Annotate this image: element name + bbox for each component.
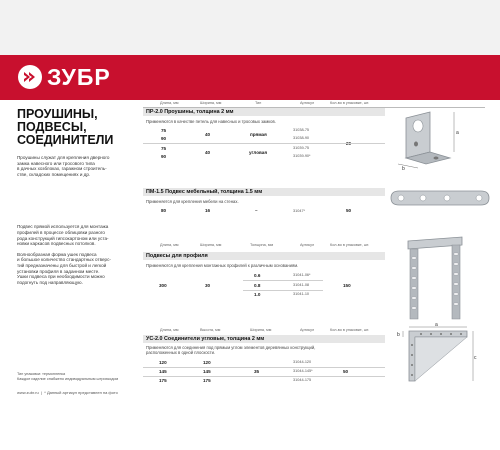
cell-thickness: 0.8 — [254, 283, 261, 288]
intro-paragraph-3 — [17, 252, 130, 286]
cell-width: 30 — [205, 283, 211, 288]
section-desc: Применяются в качестве петель для навесных и тросовых замков. — [146, 119, 276, 124]
dim-b-label: b — [397, 332, 400, 338]
cell-length: 90 — [161, 136, 167, 141]
col-header-article: Артикул — [300, 328, 315, 332]
text-line: стве, складских помещениях и др. — [17, 171, 91, 177]
packaging-note: Тип упаковки: термопленка — [17, 372, 66, 376]
cell-width: 40 — [205, 150, 211, 155]
title-line: СОЕДИНИТЕЛИ — [17, 133, 114, 147]
site-link[interactable]: www.zubr.ru — [17, 390, 39, 395]
text-line: в дачных хозблоках, гаражном строитель- — [17, 166, 107, 172]
cell-qty: 50 — [346, 208, 352, 213]
cell-length: 300 — [159, 283, 167, 288]
cell-length: 75 — [161, 146, 167, 151]
cell-length: 80 — [161, 208, 167, 213]
col-header-qty: Кол-во в упаковке, шт. — [330, 243, 370, 247]
col-header-width: Ширина, мм — [250, 328, 272, 332]
cell-article: 31041-06* — [293, 273, 311, 277]
section-bar — [143, 252, 385, 260]
profile-hanger-image — [400, 235, 470, 323]
page-title — [17, 108, 130, 147]
cell-article: 31047* — [293, 209, 306, 213]
cell-height: 120 — [203, 360, 211, 365]
intro-column — [17, 108, 130, 285]
row-divider — [243, 290, 323, 291]
cell-length: 120 — [159, 360, 167, 365]
col-header-thickness: Толщина, мм — [250, 243, 274, 247]
cell-type: – — [255, 208, 258, 213]
cell-thickness: 0.6 — [254, 273, 261, 278]
cell-article: 31041-08 — [293, 283, 310, 287]
text-line: подогнуть под направляющую. — [17, 279, 83, 285]
section-us-2 — [143, 335, 385, 390]
cell-article: 31038-75 — [293, 128, 310, 132]
section-title: ПМ-1.5 Подвес мебельный, толщина 1.5 мм — [146, 189, 263, 195]
col-header-type: Тип — [255, 101, 262, 105]
brand-name: ЗУБР — [47, 64, 111, 90]
photo-note: * Данный артикул представлен на фото — [44, 390, 118, 395]
col-header-height: Высота, мм — [200, 328, 221, 332]
col-header-qty: Кол-во в упаковке, шт. — [330, 101, 370, 105]
brand-logo — [17, 64, 111, 90]
section-bar — [143, 335, 385, 343]
cell-length: 145 — [159, 369, 167, 374]
cell-article: 31039-90* — [293, 154, 311, 158]
brand-arrow-icon — [17, 64, 43, 90]
cell-length: 175 — [159, 378, 167, 383]
intro-paragraph-1 — [17, 155, 130, 177]
cell-thickness: 1.0 — [254, 292, 261, 297]
cell-qty: 50 — [343, 369, 349, 374]
col-header-width: Ширина, мм — [200, 243, 222, 247]
dim-b-label: b — [402, 166, 405, 170]
cell-article: 31038-90 — [293, 136, 310, 140]
footer-site-line: www.zubr.ru | * Данный артикул представлен на фото — [17, 390, 118, 395]
row-divider — [143, 376, 385, 377]
cell-length: 90 — [161, 154, 167, 159]
title-line: ПОДВЕСЫ, — [17, 120, 87, 134]
section-title: ПР-2.0 Проушины, толщина 2 мм — [146, 109, 234, 115]
section-desc: Применяются для крепления монтажных профилей к различным основаниям. — [146, 263, 299, 268]
cell-article: 31044-145* — [293, 369, 313, 373]
top-band — [0, 0, 500, 55]
section-desc: Применяются для соединения под прямым углом элементов деревянных конструкций, — [146, 345, 316, 350]
text-line: новки каркасов подвесных потолков. — [17, 241, 96, 247]
cell-article: 31044-175 — [293, 378, 312, 382]
col-header-article: Артикул — [300, 243, 315, 247]
furniture-hanger-image — [385, 186, 495, 210]
dim-a-label: a — [435, 323, 438, 328]
col-header-width: Ширина, мм — [200, 101, 222, 105]
row-divider — [243, 280, 323, 281]
col-header-length: Длина, мм — [160, 328, 179, 332]
dim-c-label: c — [474, 355, 477, 361]
text-line: рода конструкций гипсокартоном или уста- — [17, 235, 109, 241]
text-line: установки профиля в заданном месте. — [17, 268, 100, 274]
col-header-length: Длина, мм — [160, 101, 179, 105]
section-pr-2 — [143, 108, 385, 168]
dim-a-label: a — [456, 130, 459, 136]
title-line: ПРОУШИНЫ, — [17, 107, 98, 121]
barcode-note: Каждое изделие снабжено индивидуальным штрихкодом — [17, 377, 119, 381]
cell-height: 145 — [203, 369, 211, 374]
cell-qty: 150 — [343, 283, 351, 288]
text-line: тий предназначены для быстрой и легкой — [17, 262, 107, 268]
section-bar — [143, 108, 385, 116]
section-desc: расположенных в одной плоскости. — [146, 350, 216, 355]
cell-length: 75 — [161, 128, 167, 133]
text-line: и большое количество стандартных отверс- — [17, 257, 111, 263]
cell-height: 175 — [203, 378, 211, 383]
col-header-qty: Кол-во в упаковке, шт. — [330, 328, 370, 332]
text-line: Проушины служат для крепления дверного — [17, 155, 110, 160]
cell-article: 31039-75 — [293, 146, 310, 150]
cell-article: 31044-120 — [293, 360, 312, 364]
cell-type: прямая — [250, 132, 267, 137]
text-line: замка навесного или тросового типа — [17, 160, 95, 166]
intro-paragraph-2 — [17, 224, 130, 246]
section-title: УС-2.0 Соединители угловые, толщина 2 мм — [146, 336, 265, 342]
text-line: Ушки подвеса при необходимости можно — [17, 274, 105, 280]
text-line: Подвес прямой используется для монтажа — [17, 224, 109, 230]
section-bar — [143, 188, 385, 196]
section-title: Подвесы для профиля — [146, 253, 208, 259]
cell-type: угловая — [249, 150, 268, 155]
cell-width: 40 — [205, 132, 211, 137]
cell-width: 35 — [254, 369, 260, 374]
section-profile-hangers — [143, 252, 385, 302]
section-pm-1-5 — [143, 188, 385, 222]
cell-article: 31041-10 — [293, 292, 310, 296]
cell-width: 16 — [205, 208, 211, 213]
text-line: Волнообразная форма ушек подвеса — [17, 251, 97, 257]
row-divider — [143, 143, 385, 144]
angle-hasp-image — [388, 108, 463, 170]
col-header-article: Артикул — [300, 101, 315, 105]
col-header-length: Длина, мм — [160, 243, 179, 247]
row-divider — [143, 367, 385, 368]
section-desc: Применяется для крепления мебели на стенах. — [146, 199, 239, 204]
angle-connector-image — [395, 323, 480, 385]
text-line: профилей в процессе облицовки разного — [17, 229, 105, 235]
